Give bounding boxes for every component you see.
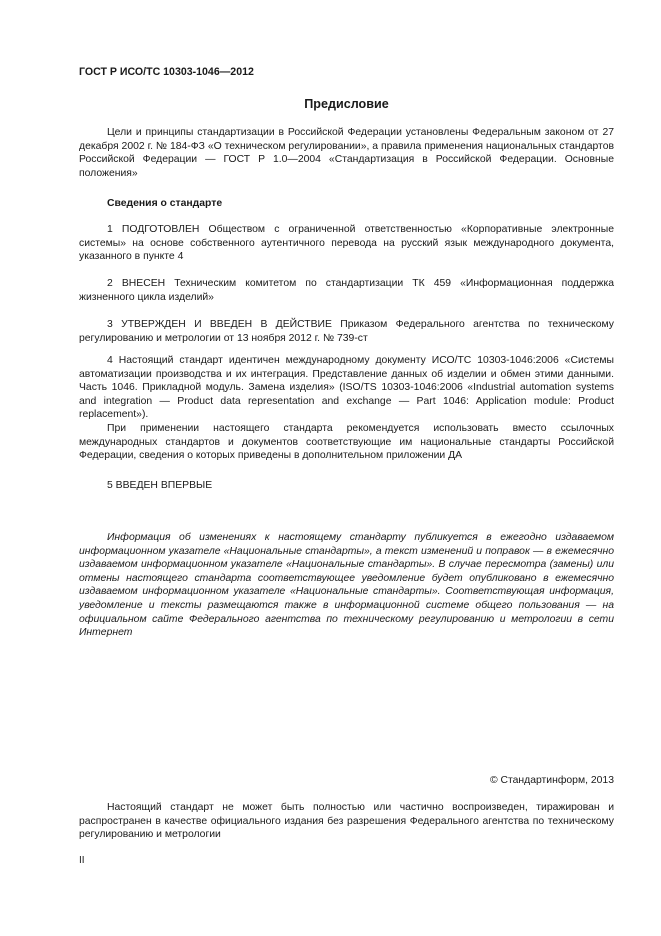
item-5-block (79, 479, 614, 493)
page-number: II (79, 855, 85, 866)
item-4-block (79, 354, 614, 463)
copyright-line: © Стандартинформ, 2013 (489, 775, 614, 786)
notice-block (79, 531, 614, 640)
notice-paragraph: Информация об изменениях к настоящему стандарту публикуется в ежегодно издаваемом информационном указателе «Национальные стандарты», а текст изменений и поправок — в ежемесячно издаваемом информационном указателе «Национальные стандарты». В случае пересмотра (замены) или отмены настоящего стандарта соответствующее уведомление будет опубликовано в ежемесячно издаваемом информационном указателе «Национальные стандарты». Соответствующая информация, уведомление и тексты размещаются также в информационной системе общего пользования — на официальном сайте Федерального агентства по техническому регулированию и метрологии в сети Интернет (79, 532, 614, 639)
document-code: ГОСТ Р ИСО/ТС 10303-1046—2012 (79, 66, 254, 78)
rights-paragraph: Настоящий стандарт не может быть полностью или частично воспроизведен, тиражирован и распространен в качестве официального издания без разрешения Федерального агентства по техническому регулированию и метрологии (79, 802, 614, 841)
item-4-paragraph: 4 Настоящий стандарт идентичен международному документу ИСО/ТС 10303-1046:2006 «Системы автоматизации производства и их интеграция. Представление данных об изделии и обмен этими данными. Часть 1046. Прикладной модуль. Замена изделия» (ISO/TS 10303-1046:2006 «Industrial automation systems and integration — Product data representation and exchange — Part 1046: Application module: Product replacement»). (79, 355, 614, 421)
item-2-block (79, 277, 614, 304)
item-1-paragraph: 1 ПОДГОТОВЛЕН Обществом с ограниченной ответственностью «Корпоративные электронные системы» на основе собственного аутентичного перевода на русский язык международного документа, указанного в пункте 4 (79, 224, 614, 263)
item-2-paragraph: 2 ВНЕСЕН Техническим комитетом по стандартизации ТК 459 «Информационная поддержка жизненного цикла изделий» (79, 278, 614, 303)
item-5-paragraph: 5 ВВЕДЕН ВПЕРВЫЕ (107, 480, 213, 491)
item-1-block (79, 223, 614, 264)
section-heading: Сведения о стандарте (107, 198, 223, 209)
intro-block (79, 126, 614, 180)
intro-paragraph: Цели и принципы стандартизации в Российской Федерации установлены Федеральным законом от 27 декабря 2002 г. № 184-ФЗ «О техническом регулировании», а правила применения национальных стандартов Российской Федерации — ГОСТ Р 1.0—2004 «Стандартизация в Российской Федерации. Основные положения» (79, 127, 614, 179)
item-3-paragraph: 3 УТВЕРЖДЕН И ВВЕДЕН В ДЕЙСТВИЕ Приказом Федерального агентства по техническому регулированию и метрологии от 13 ноября 2012 г. № 739-ст (79, 319, 614, 344)
page-title: Предисловие (304, 97, 389, 111)
item-3-block (79, 318, 614, 345)
item-4-note-paragraph: При применении настоящего стандарта рекомендуется использовать вместо ссылочных международных стандартов и документов соответствующие им национальные стандарты Российской Федерации, сведения о которых приведены в дополнительном приложении ДА (79, 422, 614, 462)
rights-block (79, 801, 614, 842)
